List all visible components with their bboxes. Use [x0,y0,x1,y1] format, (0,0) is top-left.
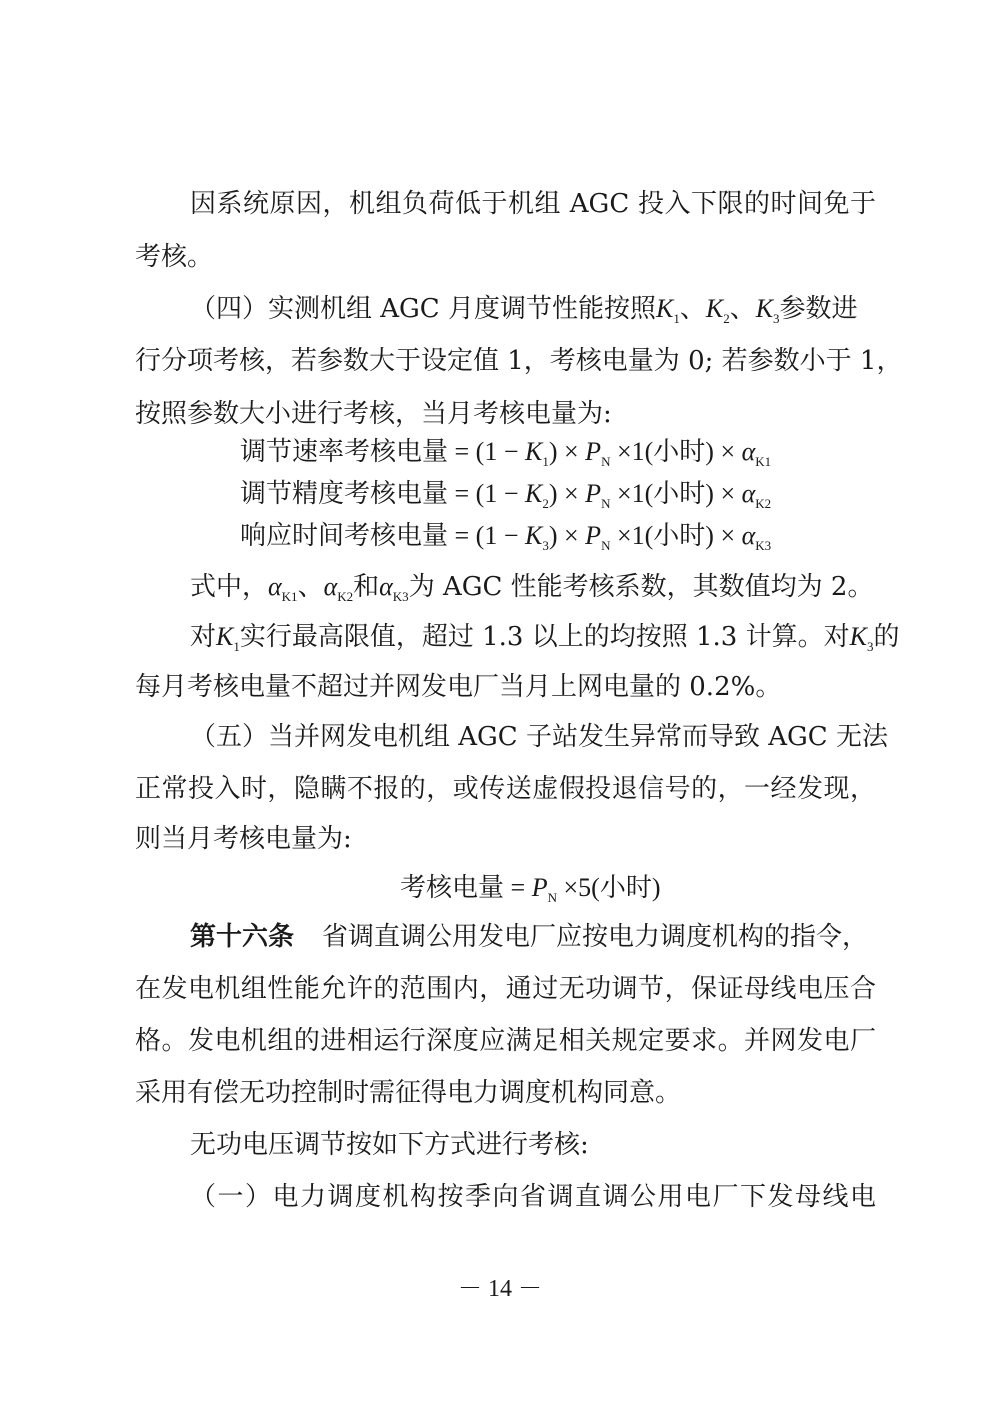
formula-rate: 调节速率考核电量 = $(1 - K_1) \times P_N \times 1$(小时) × $\alpha_{K1}$ [240,437,772,469]
formula-label: 调节精度考核电量 [240,479,449,509]
body-line: 行分项考核，若参数大于设定值 1，考核电量为 0; 若参数小于 1， [135,346,903,376]
formula-precision: 调节精度考核电量 = $(1 - K_2) \times P_N \times 1$(小时) × $\alpha_{K2}$ [240,479,772,511]
body-line: 对$K_1$实行最高限值，超过 1.3 以上的均按照 1.3 计算。对$K_3$的 [190,622,900,654]
formula-label: 考核电量 [400,873,505,903]
body-line: 格。发电机组的进相运行深度应满足相关规定要求。并网发电厂 [135,1026,876,1056]
formula-label: 响应时间考核电量 [240,521,449,551]
body-text: 式中， [190,572,269,602]
body-text: 的 [873,622,900,652]
body-text: 实行最高限值，超过 1.3 以上的均按照 1.3 计算。对 [239,622,850,652]
body-line: （四）实测机组 AGC 月度调节性能按照$K_1$、$K_2$、$K_3$参数进 [190,294,858,326]
body-text: 省调直调公用发电厂应按电力调度机构的指令， [322,922,869,952]
hour-unit: 小时 [653,479,706,509]
body-line: 采用有偿无功控制时需征得电力调度机构同意。 [135,1078,682,1108]
body-line: 考核。 [135,242,214,272]
article-title: 第十六条 [190,922,295,952]
body-line: 在发电机组性能允许的范围内，通过无功调节，保证母线电压合 [135,974,876,1004]
formula-value: 5 [578,873,592,902]
body-text: 对 [190,622,217,652]
body-line: （一）电力调度机构按季向省调直调公用电厂下发母线电 [190,1182,876,1212]
hour-unit: 小时 [653,437,706,467]
hour-unit: 小时 [599,873,652,903]
body-line: 按照参数大小进行考核，当月考核电量为: [135,399,612,429]
body-text: 参数进 [779,294,858,324]
k2-symbol: $K_2$ [705,294,730,326]
formula-abnormal: 考核电量 = $P_N \times 5$(小时) [400,873,661,905]
article-line [190,917,876,957]
body-line: 正常投入时，隐瞒不报的，或传送虚假投退信号的，一经发现， [135,774,876,804]
body-text: 为 AGC 性能考核系数，其数值均为 2。 [408,572,874,602]
k1-symbol: $K_1$ [655,294,680,326]
body-text: 和 [353,572,380,602]
body-line: 式中，$\alpha_{K1}$、$\alpha_{K2}$和$\alpha_{K3}$为 AGC 性能考核系数，其数值均为 2。 [190,572,874,604]
k3-symbol: $K_3$ [755,294,780,326]
body-line: 无功电压调节按如下方式进行考核: [190,1130,589,1160]
body-line: （五）当并网发电机组 AGC 子站发生异常而导致 AGC 无法 [190,722,888,752]
page-number: － 14 － [458,1276,542,1302]
body-line: 则当月考核电量为: [135,824,352,854]
body-line: 因系统原因，机组负荷低于机组 AGC 投入下限的时间免于 [190,189,876,219]
formula-label: 调节速率考核电量 [240,437,449,467]
body-text: （四）实测机组 AGC 月度调节性能按照 [190,294,656,324]
formula-response: 响应时间考核电量 = $(1 - K_3) \times P_N \times 1$(小时) × $\alpha_{K3}$ [240,521,772,553]
body-line: 每月考核电量不超过并网发电厂当月上网电量的 0.2%。 [135,672,782,702]
hour-unit: 小时 [653,521,706,551]
